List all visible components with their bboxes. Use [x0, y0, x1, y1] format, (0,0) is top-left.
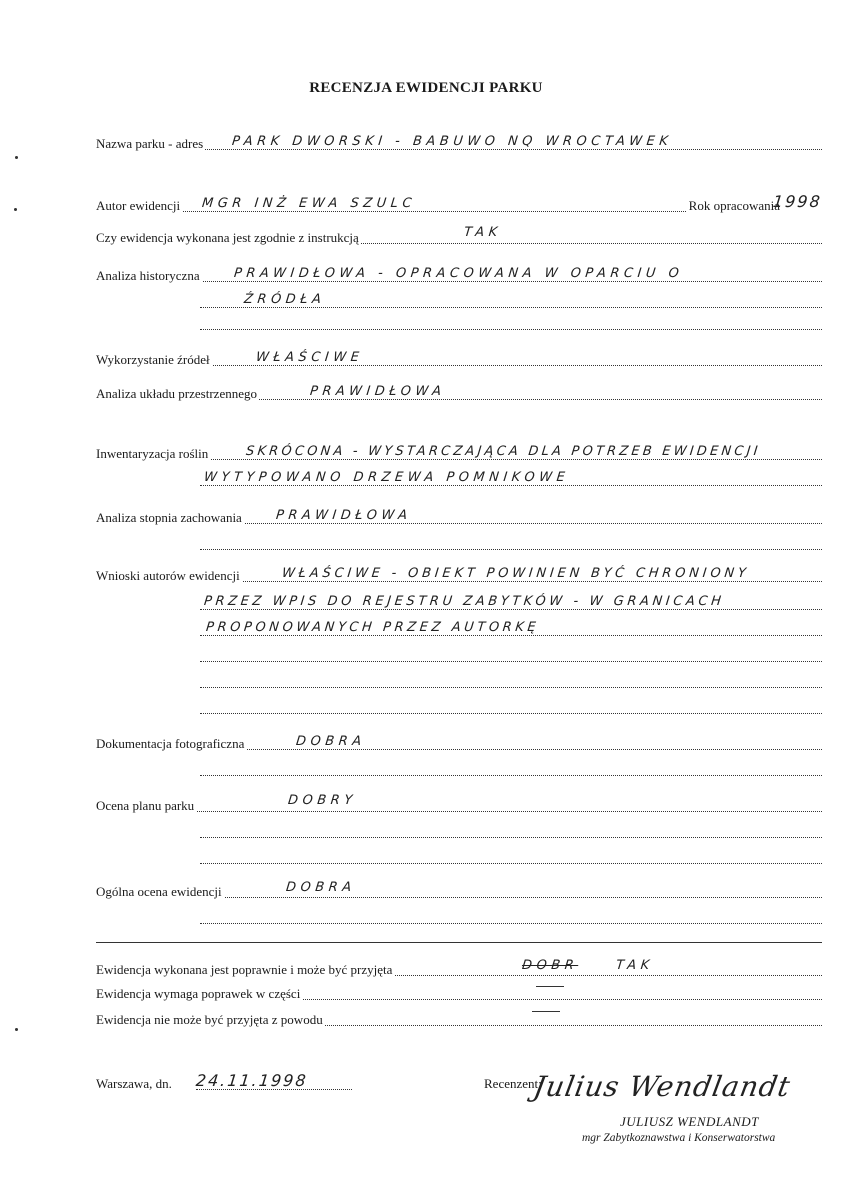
dotted-line	[200, 713, 822, 714]
verdict-accepted	[96, 956, 822, 978]
dotted-line	[200, 837, 822, 838]
field-label: Analiza stopnia zachowania	[96, 510, 242, 525]
stamp-name: JULIUSZ WENDLANDT	[620, 1114, 759, 1129]
continuation-line	[200, 694, 822, 716]
continuation-line	[200, 288, 822, 310]
dotted-line	[200, 923, 822, 924]
handwritten-value: WŁAŚCIWE	[255, 350, 365, 365]
field-photo-documentation	[96, 730, 822, 752]
handwritten-value: WYTYPOWANO DRZEWA POMNIKOWE	[203, 470, 570, 485]
handwritten-value: WŁAŚCIWE - OBIEKT POWINIEN BYĆ CHRONIONY	[281, 566, 751, 581]
handwritten-year: 1998	[772, 192, 823, 211]
handwritten-value: DOBRA	[295, 734, 367, 749]
field-author	[96, 192, 822, 214]
continuation-line	[200, 668, 822, 690]
field-preservation	[96, 504, 822, 526]
dotted-line	[200, 661, 822, 662]
field-label: Ewidencja wymaga poprawek w części	[96, 986, 301, 1001]
field-label: Ogólna ocena ewidencji	[96, 884, 222, 899]
continuation-line	[200, 616, 822, 638]
handwritten-value: PRAWIDŁOWA	[275, 508, 413, 523]
struck-out-text: DOBR	[521, 958, 579, 973]
field-sources	[96, 346, 822, 368]
continuation-line	[200, 310, 822, 332]
signature-block	[484, 1068, 824, 1158]
field-label: Warszawa, dn.	[96, 1076, 172, 1091]
field-label: Inwentaryzacja roślin	[96, 446, 209, 461]
continuation-line	[200, 530, 822, 552]
handwritten-value: TAK	[463, 225, 503, 240]
handwritten-value: TAK	[615, 958, 655, 973]
continuation-line	[200, 642, 822, 664]
field-instruction	[96, 224, 822, 246]
continuation-line	[200, 756, 822, 778]
handwritten-value: DOBRA	[285, 880, 357, 895]
dotted-line	[200, 307, 822, 308]
field-spatial-layout	[96, 380, 822, 402]
dotted-line	[200, 687, 822, 688]
section-divider	[96, 942, 822, 943]
handwritten-value: SKRÓCONA - WYSTARCZAJĄCA DLA POTRZEB EWIDENCJI	[245, 444, 762, 459]
handwritten-value: PARK DWORSKI - BABUWO NQ WROCTAWEK	[231, 134, 674, 149]
field-label: Autor ewidencji	[96, 198, 181, 213]
dotted-line	[96, 281, 822, 282]
dotted-line	[200, 329, 822, 330]
field-label: Analiza historyczna	[96, 268, 200, 283]
dash-mark	[532, 1011, 560, 1012]
field-park-plan	[96, 792, 822, 814]
handwritten-value: PRAWIDŁOWA - OPRACOWANA W OPARCIU O	[233, 266, 685, 281]
handwritten-value: DOBRY	[287, 793, 358, 808]
year-label: Rok opracowania	[687, 198, 822, 214]
scan-speck	[14, 208, 17, 211]
field-label: Czy ewidencja wykonana jest zgodnie z instrukcją	[96, 230, 359, 245]
field-park-name	[96, 130, 822, 152]
continuation-line	[200, 590, 822, 612]
handwritten-value: ŹRÓDŁA	[243, 292, 327, 307]
field-date	[96, 1070, 352, 1092]
dotted-line	[200, 863, 822, 864]
continuation-line	[200, 466, 822, 488]
handwritten-date: 24.11.1998	[195, 1071, 309, 1090]
document-title: RECENZJA EWIDENCJI PARKU	[309, 80, 543, 96]
stamp-title: mgr Zabytkoznawstwa i Konserwatorstwa	[582, 1132, 776, 1144]
field-label: Ocena planu parku	[96, 798, 195, 813]
field-label: Nazwa parku - adres	[96, 136, 204, 151]
continuation-line	[200, 904, 822, 926]
scan-speck	[15, 1028, 18, 1031]
handwritten-value: PRAWIDŁOWA	[309, 384, 447, 399]
dash-mark	[536, 986, 564, 987]
handwritten-value: PRZEZ WPIS DO REJESTRU ZABYTKÓW - W GRANICACH	[203, 594, 726, 609]
handwritten-value: MGR INŻ EWA SZULC	[201, 196, 417, 211]
dotted-line	[200, 775, 822, 776]
dotted-line	[96, 811, 822, 812]
handwritten-signature: Julius Wendlandt	[531, 1070, 794, 1103]
verdict-needs-corrections	[96, 980, 822, 1002]
field-label: Ewidencja wykonana jest poprawnie i może być przyjęta	[96, 962, 393, 977]
verdict-rejected	[96, 1006, 822, 1028]
dotted-line	[200, 485, 822, 486]
field-label: Wnioski autorów ewidencji	[96, 568, 240, 583]
dotted-line	[200, 549, 822, 550]
field-conclusions	[96, 562, 822, 584]
field-label: Dokumentacja fotograficzna	[96, 736, 245, 751]
field-historical-analysis	[96, 262, 822, 284]
dotted-line	[200, 635, 822, 636]
field-plant-inventory	[96, 440, 822, 462]
field-label: Ewidencja nie może być przyjęta z powodu	[96, 1012, 323, 1027]
handwritten-value: PROPONOWANYCH PRZEZ AUTORKĘ	[205, 620, 541, 635]
field-label: Wykorzystanie źródeł	[96, 352, 210, 367]
scan-speck	[15, 156, 18, 159]
dotted-line	[200, 609, 822, 610]
field-overall-assessment	[96, 878, 822, 900]
continuation-line	[200, 844, 822, 866]
field-label: Analiza układu przestrzennego	[96, 386, 257, 401]
reviewer-label: Recenzent:	[484, 1076, 542, 1091]
continuation-line	[200, 818, 822, 840]
